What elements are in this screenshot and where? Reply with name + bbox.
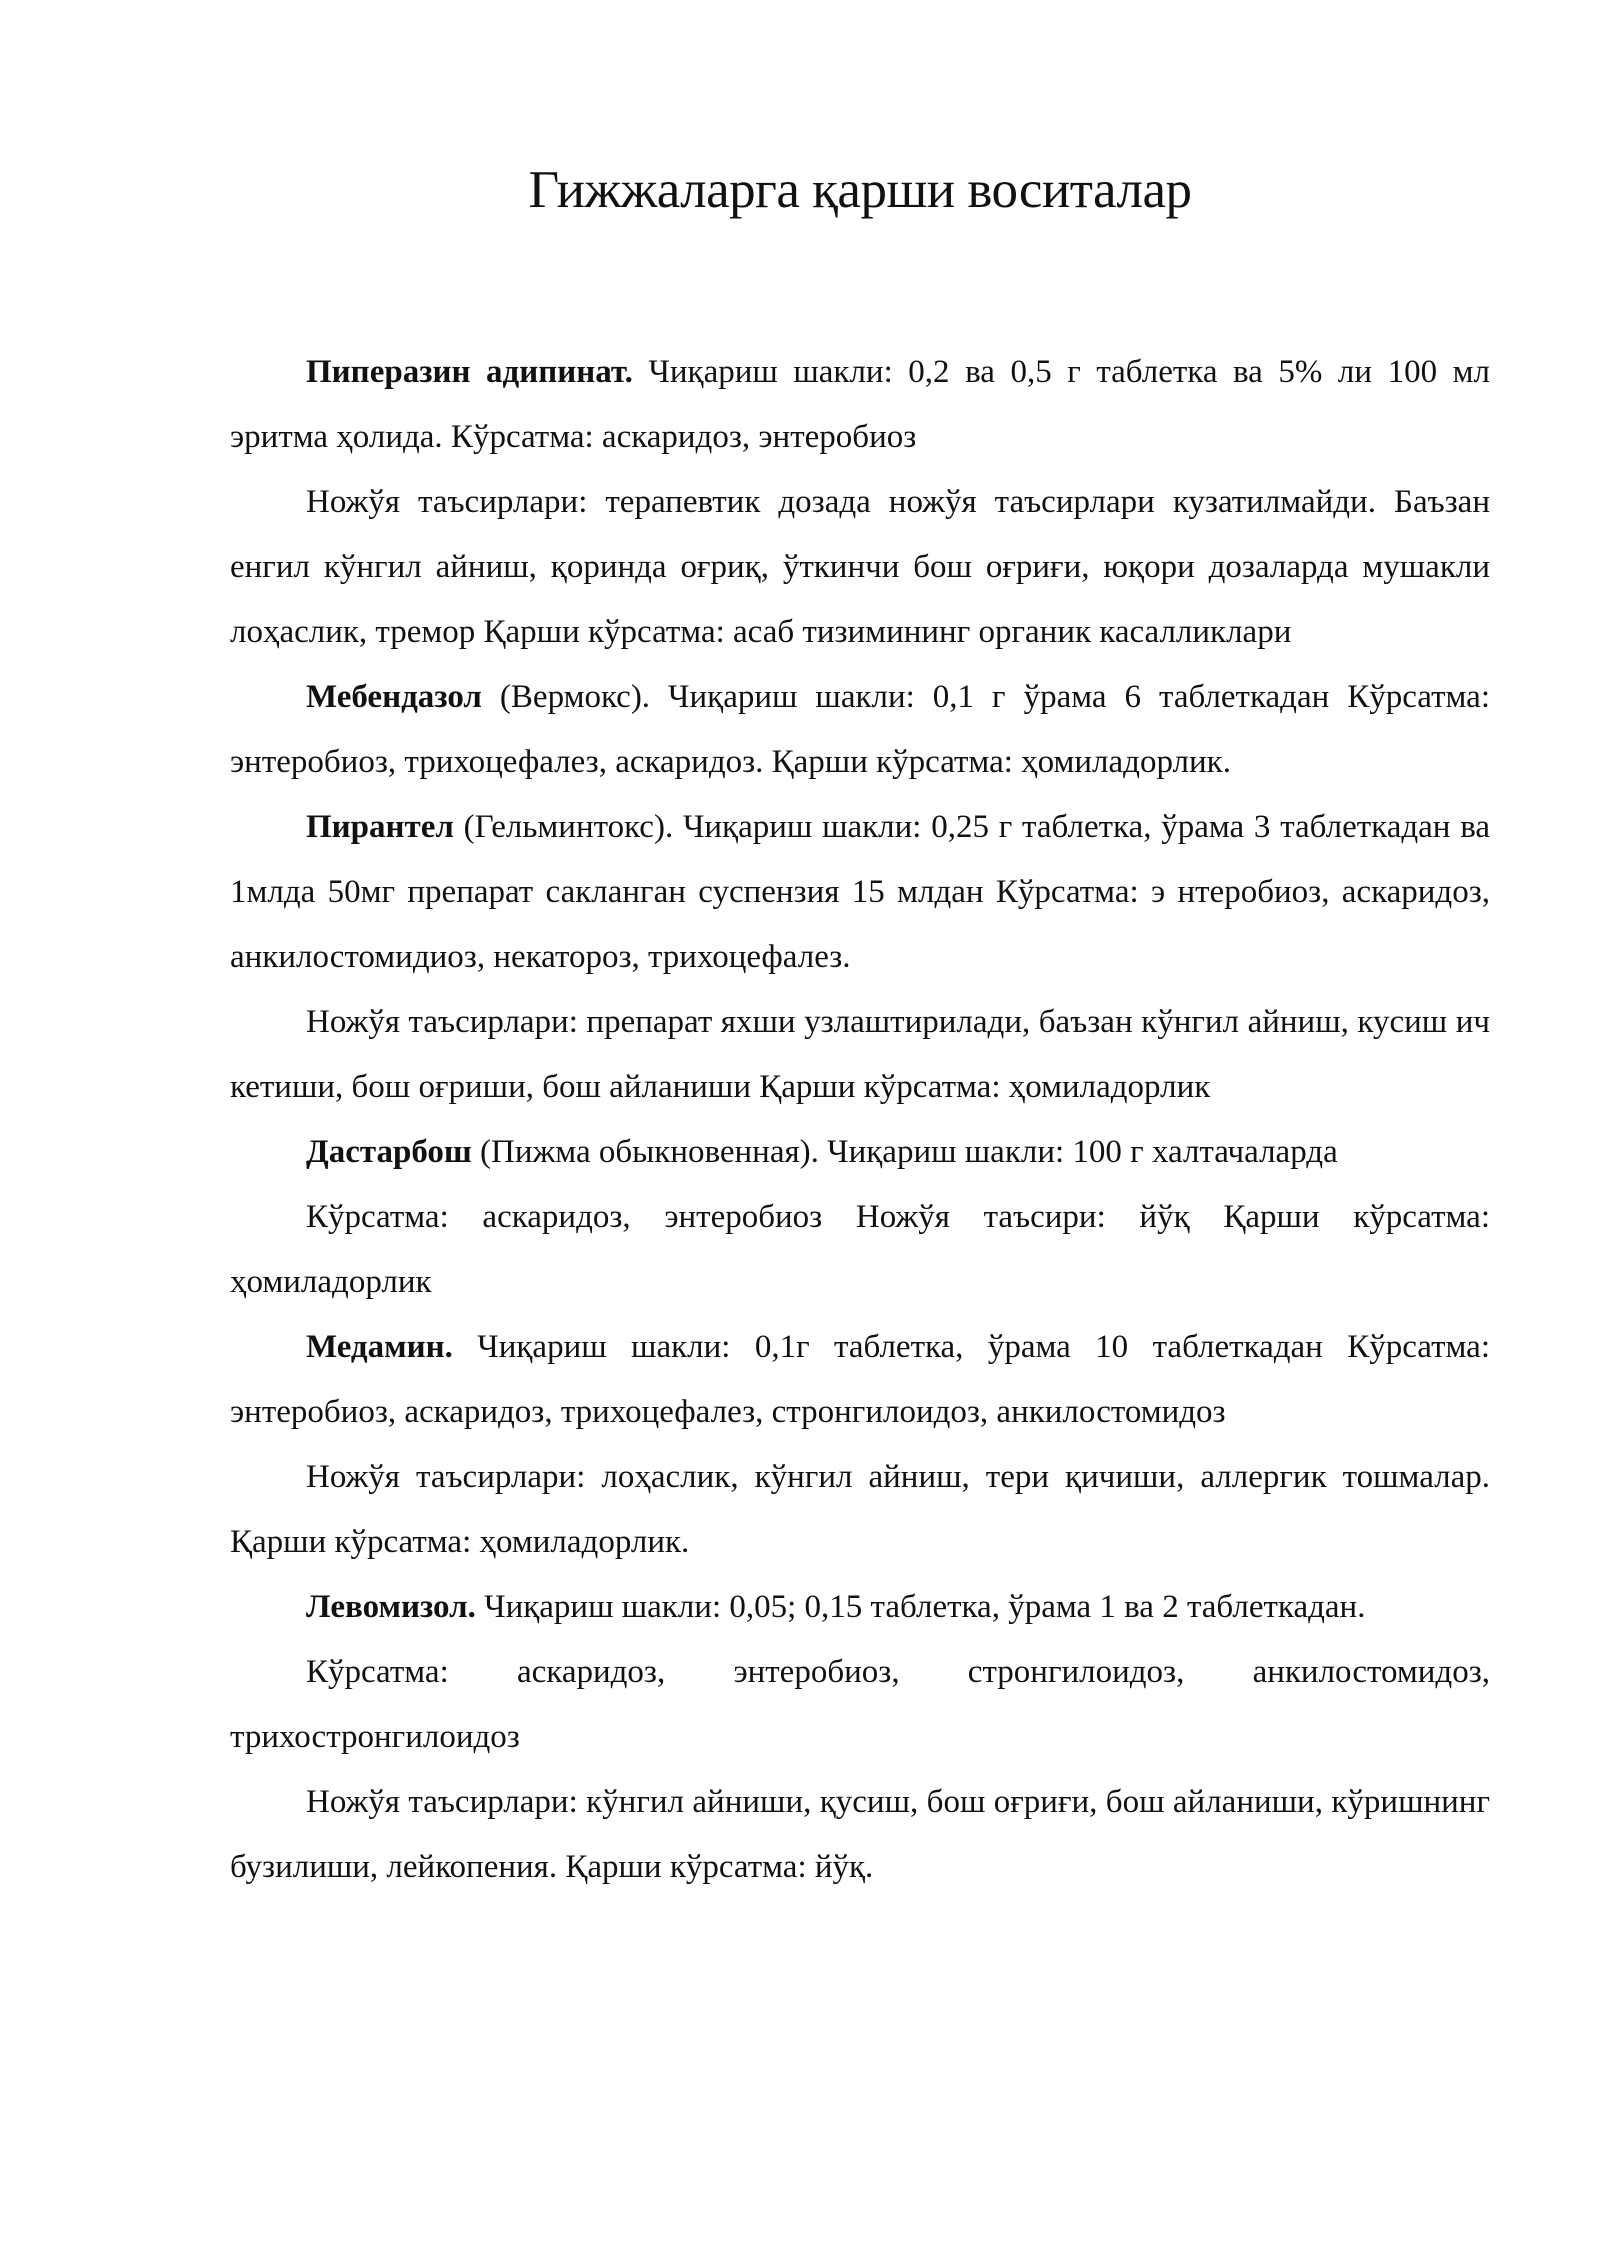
paragraph-text: Ножўя таъсирлари: препарат яхши узлаштирилади, баъзан кўнгил айниш, кусиш ич кетиши, бош оғриши, бош айланиши Қарши кўрсатма: ҳомиладорлик bbox=[230, 1004, 1490, 1105]
paragraph bbox=[230, 1575, 1490, 1640]
paragraph-text: Ножўя таъсирлари: лоҳаслик, кўнгил айниш, тери қичиши, аллергик тошмалар. Қарши кўрсатма: ҳомиладорлик. bbox=[230, 1459, 1490, 1560]
paragraph-text: (Вермокс). Чиқариш шакли: 0,1 г ўрама 6 таблеткадан Кўрсатма: энтеробиоз, трихоцефалез, аскаридоз. Қарши кўрсатма: ҳомиладорлик. bbox=[230, 679, 1490, 780]
drug-name: Мебендазол bbox=[306, 679, 482, 715]
drug-name: Дастарбош bbox=[306, 1134, 472, 1170]
paragraph-text: Ножўя таъсирлари: кўнгил айниши, қусиш, бош оғриғи, бош айланиши, кўришнинг бузилиши, лейкопения. Қарши кўрсатма: йўқ. bbox=[230, 1784, 1490, 1885]
paragraph-text: Кўрсатма: аскаридоз, энтеробиоз, стронгилоидоз, анкилостомидоз, трихостронгилоидоз bbox=[230, 1654, 1490, 1755]
paragraph bbox=[230, 990, 1490, 1120]
paragraph-text: Кўрсатма: аскаридоз, энтеробиоз Ножўя таъсири: йўқ Қарши кўрсатма: ҳомиладорлик bbox=[230, 1199, 1490, 1300]
paragraph bbox=[230, 795, 1490, 990]
paragraph bbox=[230, 1770, 1490, 1900]
drug-name: Пирантел bbox=[306, 809, 454, 845]
paragraph bbox=[230, 470, 1490, 665]
document-page bbox=[230, 150, 1490, 1900]
drug-name: Медамин. bbox=[306, 1329, 453, 1365]
paragraph-text: Чиқариш шакли: 0,1г таблетка, ўрама 10 таблеткадан Кўрсатма: энтеробиоз, аскаридоз, трихоцефалез, стронгилоидоз, анкилостомидоз bbox=[230, 1329, 1490, 1430]
paragraph bbox=[230, 1640, 1490, 1770]
paragraph-text: (Гельминтокс). Чиқариш шакли: 0,25 г таблетка, ўрама 3 таблеткадан ва 1млда 50мг препарат сакланган суспензия 15 млдан Кўрсатма: э нтеробиоз, аскаридоз, анкилостомидиоз, некатороз, трихоцефалез. bbox=[230, 809, 1490, 975]
paragraph-text: (Пижма обыкновенная). Чиқариш шакли: 100 г халтачаларда bbox=[471, 1134, 1338, 1170]
paragraph bbox=[230, 1185, 1490, 1315]
paragraph bbox=[230, 1315, 1490, 1445]
paragraph bbox=[230, 1120, 1490, 1185]
paragraph-text: Ножўя таъсирлари: терапевтик дозада ножўя таъсирлари кузатилмайди. Баъзан енгил кўнгил айниш, қоринда оғриқ, ўткинчи бош оғриғи, юқори дозаларда мушакли лоҳаслик, тремор Қарши кўрсатма: асаб тизимининг органик касалликлари bbox=[230, 484, 1490, 650]
paragraph-text: Чиқариш шакли: 0,05; 0,15 таблетка, ўрама 1 ва 2 таблеткадан. bbox=[475, 1589, 1366, 1625]
paragraph bbox=[230, 340, 1490, 470]
paragraph bbox=[230, 665, 1490, 795]
paragraph bbox=[230, 1445, 1490, 1575]
drug-name: Пиперазин адипинат. bbox=[306, 354, 633, 390]
paragraph-text: Чиқариш шакли: 0,2 ва 0,5 г таблетка ва 5% ли 100 мл эритма ҳолида. Кўрсатма: аскаридоз, энтеробиоз bbox=[230, 354, 1490, 455]
drug-name: Левомизол. bbox=[306, 1589, 476, 1625]
document-title: Гижжаларга қарши воситалар bbox=[528, 161, 1192, 219]
